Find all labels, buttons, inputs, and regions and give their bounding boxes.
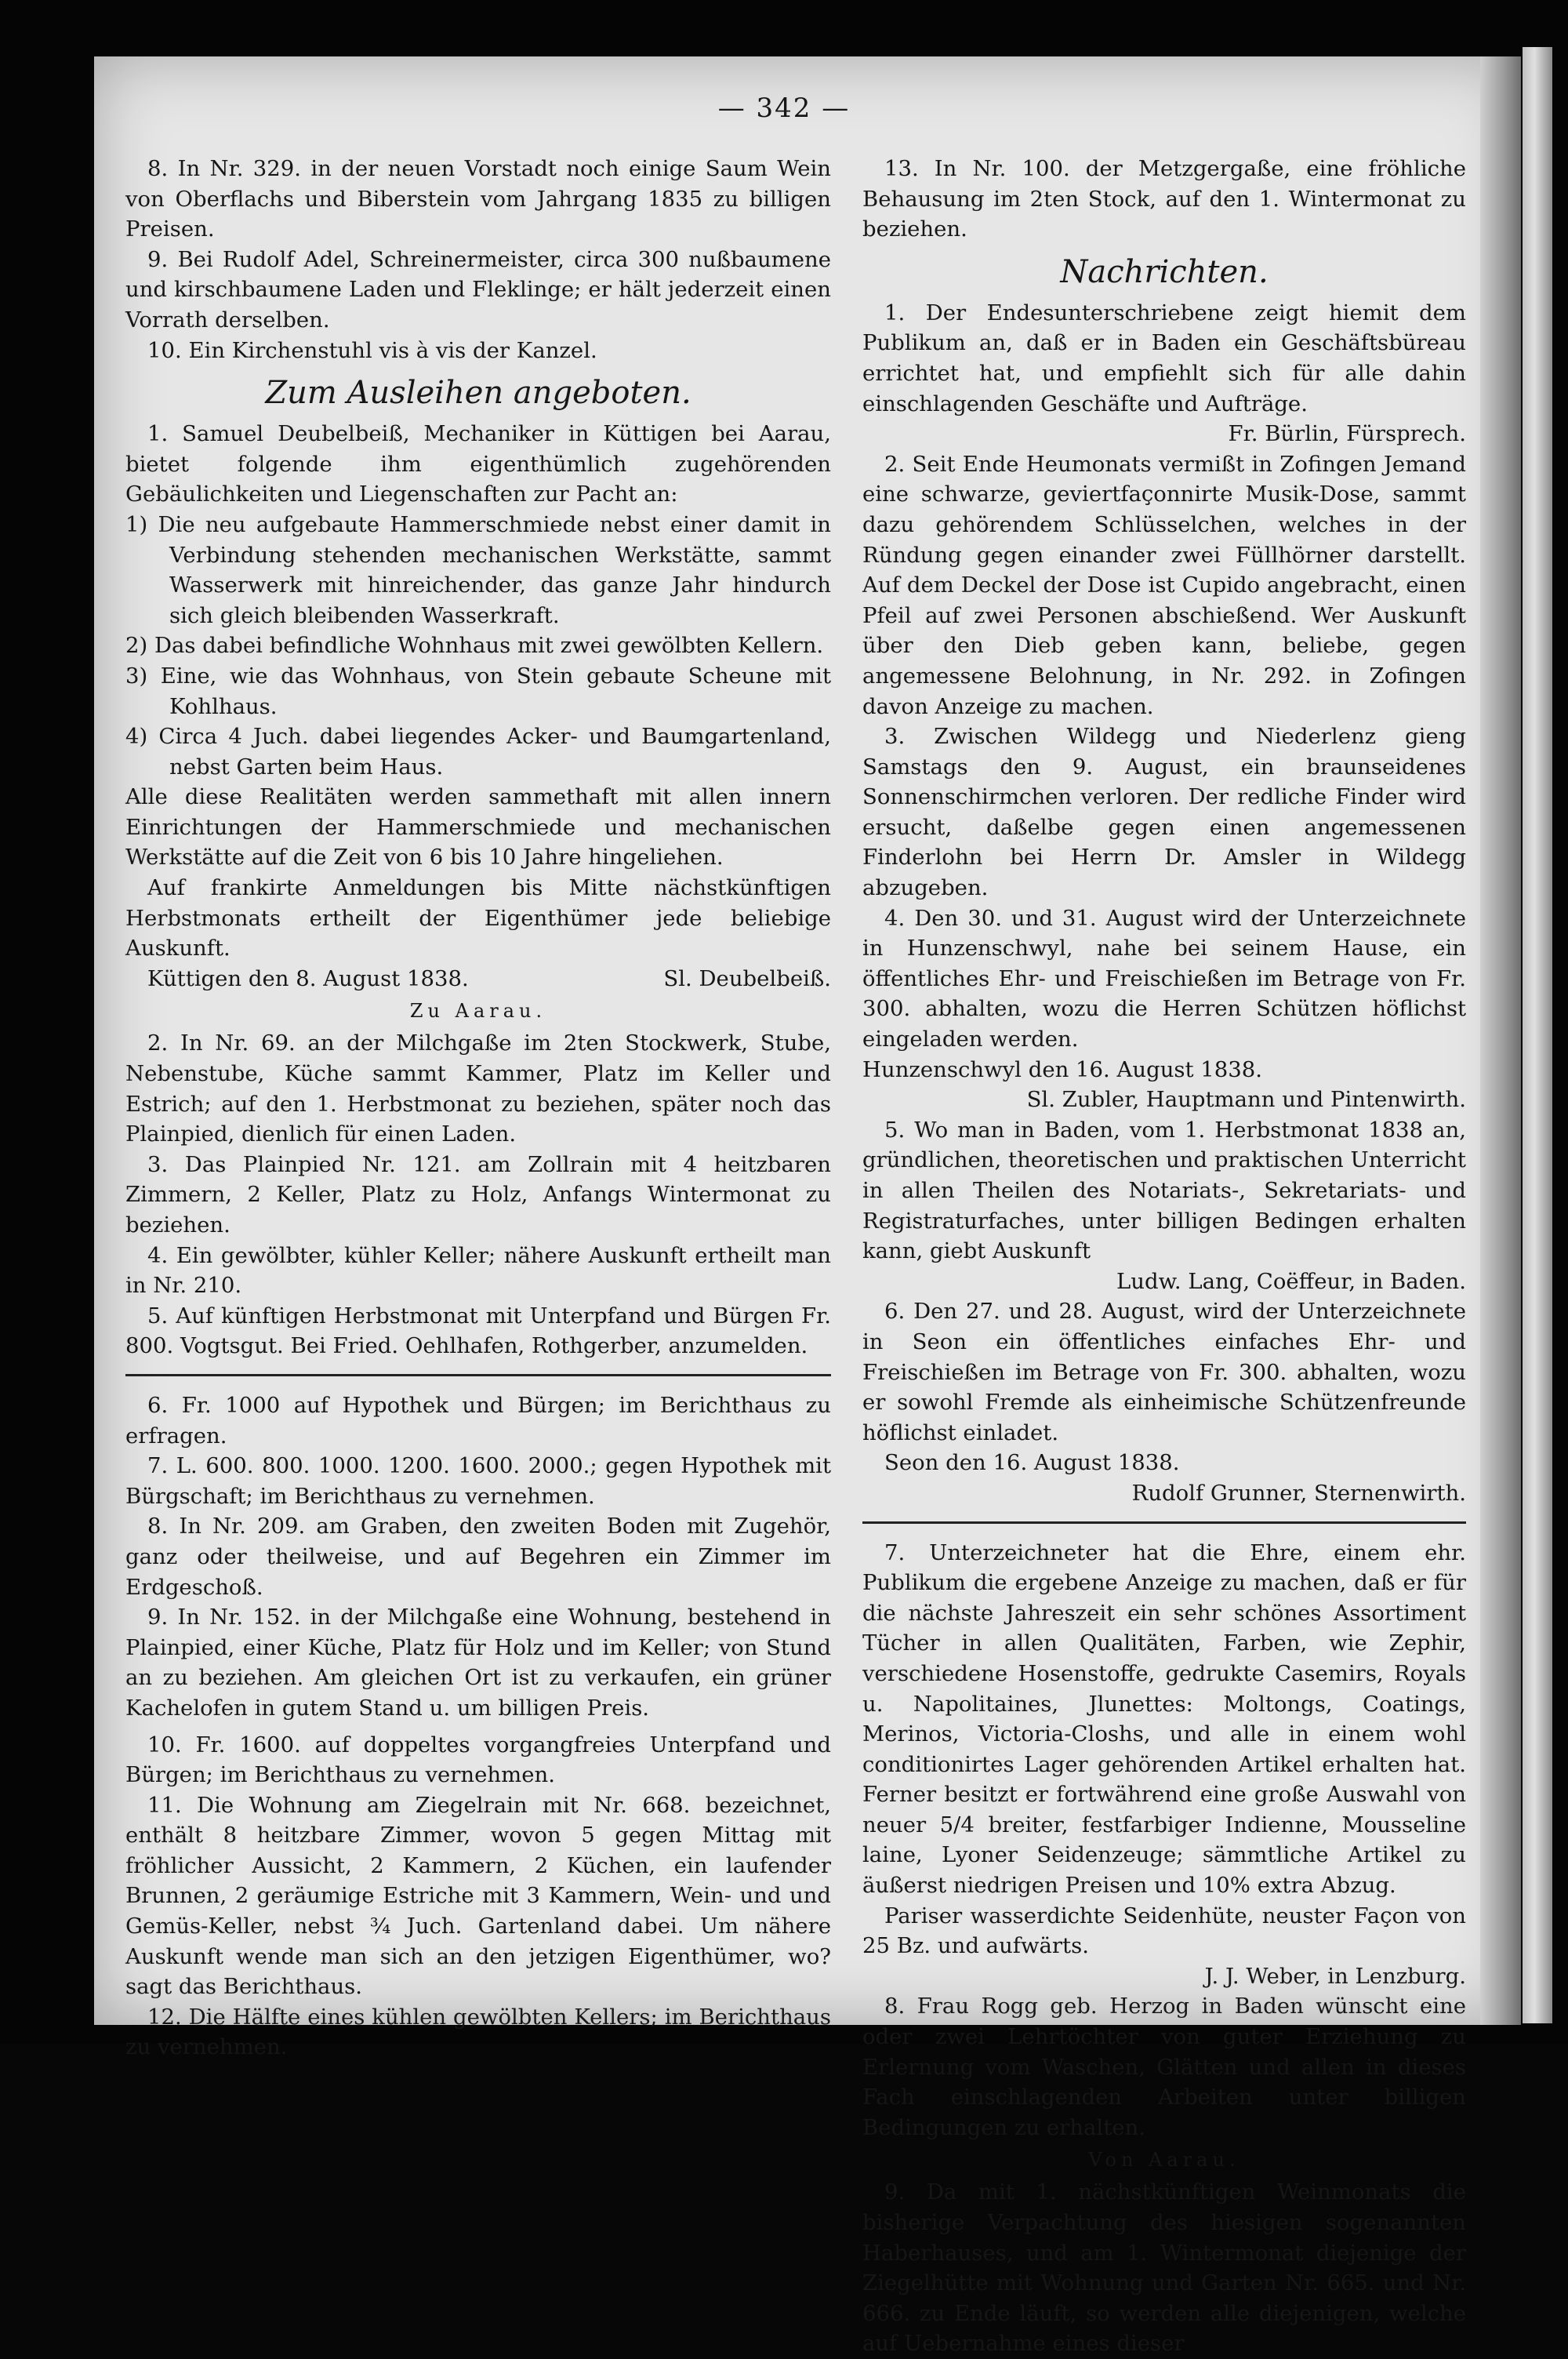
ad-8-wine: 8. In Nr. 329. in der neuen Vorstadt noch einige Saum Wein von Oberflachs und Biberstein vom Jahrgang 1835 zu billigen Preisen. xyxy=(125,156,831,242)
ad-1-signature: Sl. Deubelbeiß. xyxy=(663,965,831,991)
notice-6-place-date: Seon den 16. August 1838. xyxy=(884,1450,1180,1476)
ad-10-loan: 10. Fr. 1600. auf doppeltes vorgangfreies Unterpfand und Bürgen; im Berichthaus zu vernehmen. xyxy=(125,1732,831,1788)
ad-10-pew: 10. Ein Kirchenstuhl vis à vis der Kanzel. xyxy=(147,337,597,363)
notice-5: 5. Wo man in Baden, vom 1. Herbstmonat 1838 an, gründlichen, theoretischen und praktischen Unterricht in allen Theilen des Notariats-, Sekretariats- und Registraturfaches, unter billigen Bedingen erhalten kann, giebt Auskunft xyxy=(862,1117,1466,1264)
next-page-edge xyxy=(1523,47,1552,2023)
notice-2: 2. Seit Ende Heumonats vermißt in Zofingen Jemand eine schwarze, geviertfaçonnirte Musik-Dose, sammt dazu gehörendem Schlüsselchen, welches in der Ründung gegen einander zwei Füllhörner darstellt. Auf dem Deckel der Dose ist Cupido angebracht, einen Pfeil auf zwei Personen abschießend. Wer Auskunft über den Dieb geben kann, beliebe, gegen angemessene Belohnung, in Nr. 292. in Zofingen davon Anzeige zu machen. xyxy=(862,451,1466,719)
ad-1-item-1: 1) Die neu aufgebaute Hammerschmiede nebst einer damit in Verbindung stehenden mechanischen Werkstätte, sammt Wasserwerk mit hinreichender, das ganze Jahr hindurch sich gleich bleibenden Wasserkraft. xyxy=(125,511,831,628)
subheading-von-aarau: Von Aarau. xyxy=(1088,2149,1240,2172)
ad-1-intro: 1. Samuel Deubelbeiß, Mechaniker in Küttigen bei Aarau, bietet folgende ihm eigenthümlich zugehörenden Gebäulichkeiten und Liegenschaften zur Pacht an: xyxy=(125,421,831,507)
ad-1-contact: Auf frankirte Anmeldungen bis Mitte nächstkünftigen Herbstmonats ertheilt der Eigenthümer jede beliebige Auskunft. xyxy=(125,875,831,961)
notice-6: 6. Den 27. und 28. August, wird der Unterzeichnete in Seon ein öffentliches einfaches Ehr- und Freischießen im Betrage von Fr. 300. abhalten, wozu er sowohl Fremde als einheimische Schützenfreunde höflichst einladet. xyxy=(862,1299,1466,1445)
ad-7: 7. L. 600. 800. 1000. 1200. 1600. 2000.; gegen Hypothek mit Bürgschaft; im Berichthaus zu vernehmen. xyxy=(125,1453,831,1509)
ad-9-milchgasse: 9. In Nr. 152. in der Milchgaße eine Wohnung, bestehend in Plainpied, einer Küche, Platz für Holz und im Keller; von Stund an zu beziehen. Am gleichen Ort ist zu verkaufen, ein grüner Kachelofen in gutem Stand u. um billigen Preis. xyxy=(125,1605,831,1721)
page-curl-shadow xyxy=(1480,56,1521,2025)
ad-13-metzgergasse: 13. In Nr. 100. der Metzgergaße, eine fröhliche Behausung im 2ten Stock, auf den 1. Wintermonat zu beziehen. xyxy=(862,156,1466,242)
ad-11-ziegelrain: 11. Die Wohnung am Ziegelrain mit Nr. 668. bezeichnet, enthält 8 heitzbare Zimmer, wovon 5 gegen Mittag mit fröhlicher Aussicht, 2 Kammern, 2 Küchen, ein laufender Brunnen, 2 geräumige Estriche mit 3 Kammern, Wein- und und Gemüs-Keller, nebst ¾ Juch. Gartenland dabei. Um nähere Auskunft wende man sich an den jetzigen Eigenthümer, wo? sagt das Berichthaus. xyxy=(125,1792,831,2000)
page-number: — 342 — xyxy=(717,93,851,124)
notice-4-signature: Sl. Zubler, Hauptmann und Pintenwirth. xyxy=(1026,1087,1466,1113)
ad-12-cellar: 12. Die Hälfte eines kühlen gewölbten Kellers; im Berichthaus zu vernehmen. xyxy=(125,2004,831,2060)
section-divider-right xyxy=(862,1521,1466,1524)
notice-7-hats: Pariser wasserdichte Seidenhüte, neuster Façon von 25 Bz. und aufwärts. xyxy=(862,1903,1466,1959)
left-column xyxy=(125,154,831,2063)
ad-1-all: Alle diese Realitäten werden sammethaft mit allen innern Einrichtungen der Hammerschmiede und mechanischen Werkstätte auf die Zeit von 6 bis 10 Jahre hingeliehen. xyxy=(125,784,831,871)
ad-9-carpenter: 9. Bei Rudolf Adel, Schreinermeister, circa 300 nußbaumene und kirschbaumene Laden und Fleklinge; er hält jederzeit einen Vorrath derselben. xyxy=(125,246,831,333)
notice-5-signature: Ludw. Lang, Coëffeur, in Baden. xyxy=(1116,1268,1466,1294)
notice-8: 8. Frau Rogg geb. Herzog in Baden wünscht eine oder zwei Lehrtöchter von guter Erziehung zu Erlernung vom Waschen, Glätten und allen in dieses Fach einschlagenden Arbeiten unter billigen Bedingungen zu erhalten. xyxy=(862,1994,1466,2140)
notice-4: 4. Den 30. und 31. August wird der Unterzeichnete in Hunzenschwyl, nahe bei seinem Hause, ein öffentliches Ehr- und Freischießen im Betrage von Fr. 300. abhalten, wozu die Herren Schützen höflichst eingeladen werden. xyxy=(862,905,1466,1052)
notice-7-signature: J. J. Weber, in Lenzburg. xyxy=(1204,1963,1466,1989)
ad-6: 6. Fr. 1000 auf Hypothek und Bürgen; im Berichthaus zu erfragen. xyxy=(125,1392,831,1448)
ad-2: 2. In Nr. 69. an der Milchgaße im 2ten Stockwerk, Stube, Nebenstube, Küche sammt Kammer, Platz im Keller und Estrich; auf den 1. Herbstmonat zu beziehen, später noch das Plainpied, dienlich für einen Laden. xyxy=(125,1030,831,1147)
ad-3: 3. Das Plainpied Nr. 121. am Zollrain mit 4 heitzbaren Zimmern, 2 Keller, Platz zu Holz, Anfangs Wintermonat zu beziehen. xyxy=(125,1151,831,1238)
ad-8-graben: 8. In Nr. 209. am Graben, den zweiten Boden mit Zugehör, ganz oder theilweise, und auf Begehren ein Zimmer im Erdgeschoß. xyxy=(125,1514,831,1600)
notice-3: 3. Zwischen Wildegg und Niederlenz gieng Samstags den 9. August, ein braunseidenes Sonnenschirmchen verloren. Der redliche Finder wird ersucht, daßelbe gegen einen angemessenen Finderlohn bei Herrn Dr. Amsler in Wildegg abzugeben. xyxy=(862,724,1466,901)
ad-1-place-date: Küttigen den 8. August 1838. xyxy=(147,965,469,991)
notice-1: 1. Der Endesunterschriebene zeigt hiemit dem Publikum an, daß er in Baden ein Geschäftsbüreau errichtet hat, und empfiehlt sich für alle dahin einschlagenden Geschäfte und Aufträge. xyxy=(862,300,1466,416)
notice-9: 9. Da mit 1. nächstkünftigen Weinmonats die bisherige Verpachtung des hiesigen sogenannten Haberhauses, und am 1. Wintermonat diejenige der Ziegelhütte mit Wohnung und Garten Nr. 665. und Nr. 666. zu Ende läuft, so werden alle diejenigen, welche auf Uebernahme eines dieser xyxy=(862,2179,1466,2357)
ad-1-signature-line xyxy=(125,964,831,994)
notice-6-signature: Rudolf Grunner, Sternenwirth. xyxy=(1131,1480,1466,1506)
right-column xyxy=(862,154,1466,2359)
section-divider xyxy=(125,1374,831,1376)
section-heading-ausleihen: Zum Ausleihen angeboten. xyxy=(265,375,691,412)
ad-1-item-3: 3) Eine, wie das Wohnhaus, von Stein gebaute Scheune mit Kohlhaus. xyxy=(125,663,831,719)
notice-7: 7. Unterzeichneter hat die Ehre, einem ehr. Publikum die ergebene Anzeige zu machen, daß er für die nächste Jahreszeit ein sehr schönes Assortiment Tücher in allen Qualitäten, Farben, wie Zephir, verschiedene Hosenstoffe, gedrukte Casemirs, Royals u. Napolitaines, Jlunettes: Moltongs, Coatings, Merinos, Victoria-Closhs, und alle in einem wohl conditionirtes Lager gehörenden Artikel erhalten hat. Ferner besitzt er fortwährend eine große Auswahl von neuer 5/4 breiter, festfarbiger Indienne, Mousseline laine, Lyoner Seidenzeuge; sämmtliche Artikel zu äußerst niedrigen Preisen und 10% extra Abzug. xyxy=(862,1539,1466,1899)
ad-1-item-4: 4) Circa 4 Juch. dabei liegendes Acker- und Baumgartenland, nebst Garten beim Haus. xyxy=(125,724,831,780)
notice-4-place-date: Hunzenschwyl den 16. August 1838. xyxy=(862,1056,1263,1082)
notice-1-signature: Fr. Bürlin, Fürsprech. xyxy=(1228,421,1466,447)
subheading-zu-aarau: Zu Aarau. xyxy=(409,1000,547,1023)
ad-1-item-2: 2) Das dabei befindliche Wohnhaus mit zwei gewölbten Kellern. xyxy=(125,633,824,659)
ad-4: 4. Ein gewölbter, kühler Keller; nähere Auskunft ertheilt man in Nr. 210. xyxy=(125,1242,831,1299)
section-heading-nachrichten: Nachrichten. xyxy=(1060,253,1269,290)
ad-5: 5. Auf künftigen Herbstmonat mit Unterpfand und Bürgen Fr. 800. Vogtsgut. Bei Fried. Oehlhafen, Rothgerber, anzumelden. xyxy=(125,1303,831,1359)
